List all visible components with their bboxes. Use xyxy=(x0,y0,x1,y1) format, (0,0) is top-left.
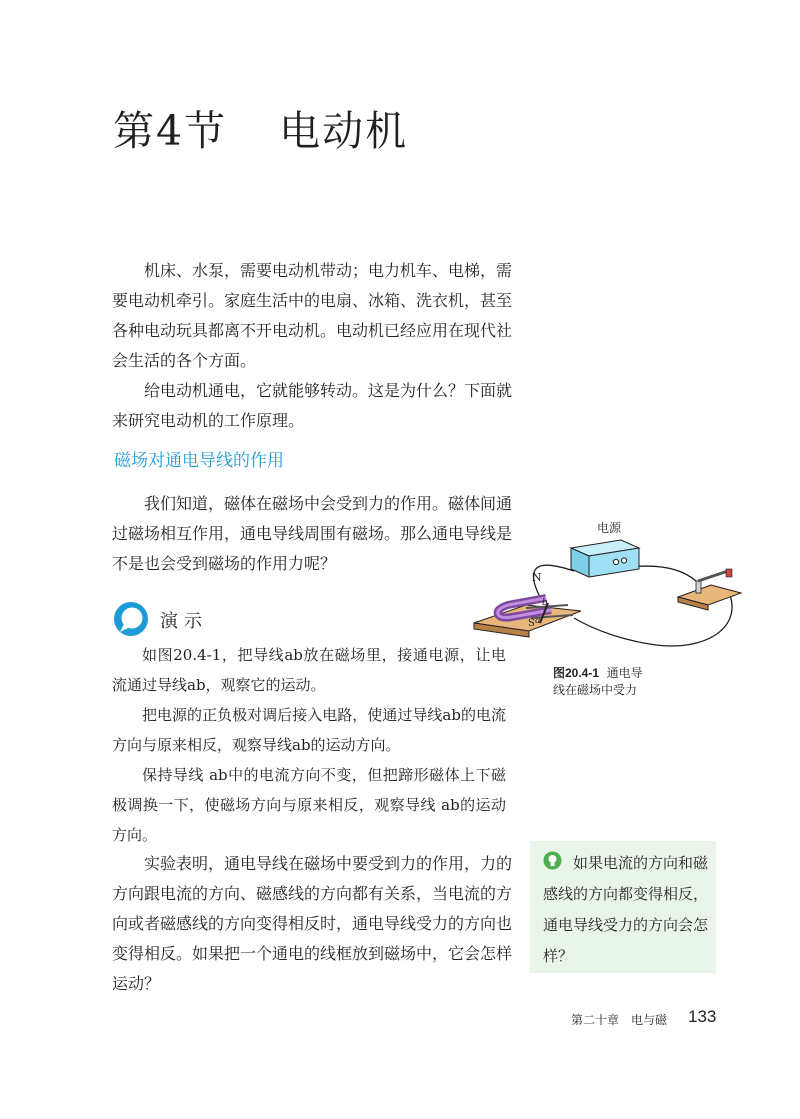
wire-a-label: a xyxy=(535,616,541,626)
figure-caption-line2: 线在磁场中受力 xyxy=(553,683,638,697)
demo-step-2: 把电源的正负极对调后接入电路，使通过导线ab的电流方向与原来相反，观察导线ab的运动方向。 xyxy=(112,706,506,754)
section-paragraph: 我们知道，磁体在磁场中会受到力的作用。磁体间通过磁场相互作用，通电导线周围有磁场。那么通电导线是不是也会受到磁场的作用力呢？ xyxy=(112,494,513,573)
intro-text xyxy=(112,256,514,436)
demo-steps xyxy=(112,640,506,850)
demo-step-1: 如图20.4-1，把导线ab放在磁场里，接通电源，让电流通过导线ab，观察它的运动。 xyxy=(112,646,506,694)
footer-chapter: 第二十章 电与磁 xyxy=(571,1013,668,1027)
demo-step-3: 保持导线 ab中的电流方向不变，但把蹄形磁体上下磁极调换一下，使磁场方向与原来相反，观察导线 ab的运动方向。 xyxy=(112,766,506,844)
pole-s-label: S xyxy=(528,618,535,629)
page-number: 133 xyxy=(688,1007,717,1026)
power-label: 电源 xyxy=(597,521,622,535)
pole-n-label: N xyxy=(532,571,542,584)
intro-paragraph-2: 给电动机通电，它就能够转动。这是为什么？下面就来研究电动机的工作原理。 xyxy=(112,381,513,430)
section-name: 电动机 xyxy=(279,107,409,155)
section-title xyxy=(113,98,408,157)
figure-caption-line1: 通电导 xyxy=(606,666,643,680)
figure-number: 图20.4-1 xyxy=(553,666,600,680)
sidebar-question: 如果电流的方向和磁感线的方向都变得相反，通电导线受力的方向会怎样？ xyxy=(543,854,709,965)
wire-b-label: b xyxy=(542,598,548,608)
section-text xyxy=(112,489,514,579)
conclusion-paragraph: 实验表明，通电导线在磁场中要受到力的作用，力的方向跟电流的方向、磁感线的方向都有关系，当电流的方向或者磁感线的方向变得相反时，通电导线受力的方向也变得相反。如果把一个通电的线框放到磁场中，它会怎样运动？ xyxy=(112,854,513,993)
intro-paragraph-1: 机床、水泵，需要电动机带动；电力机车、电梯，需要电动机牵引。家庭生活中的电扇、冰箱、洗衣机，甚至各种电动玩具都离不开电动机。电动机已经应用在现代社会生活的各个方面。 xyxy=(112,261,513,370)
demo-label: 演示 xyxy=(160,611,208,632)
conclusion-text xyxy=(112,849,514,999)
section-number: 第4节 xyxy=(113,107,228,155)
demo-icon xyxy=(113,601,149,637)
subsection-heading: 磁场对通电导线的作用 xyxy=(114,451,284,471)
power-supply xyxy=(571,540,639,577)
figure-caption xyxy=(553,665,643,699)
